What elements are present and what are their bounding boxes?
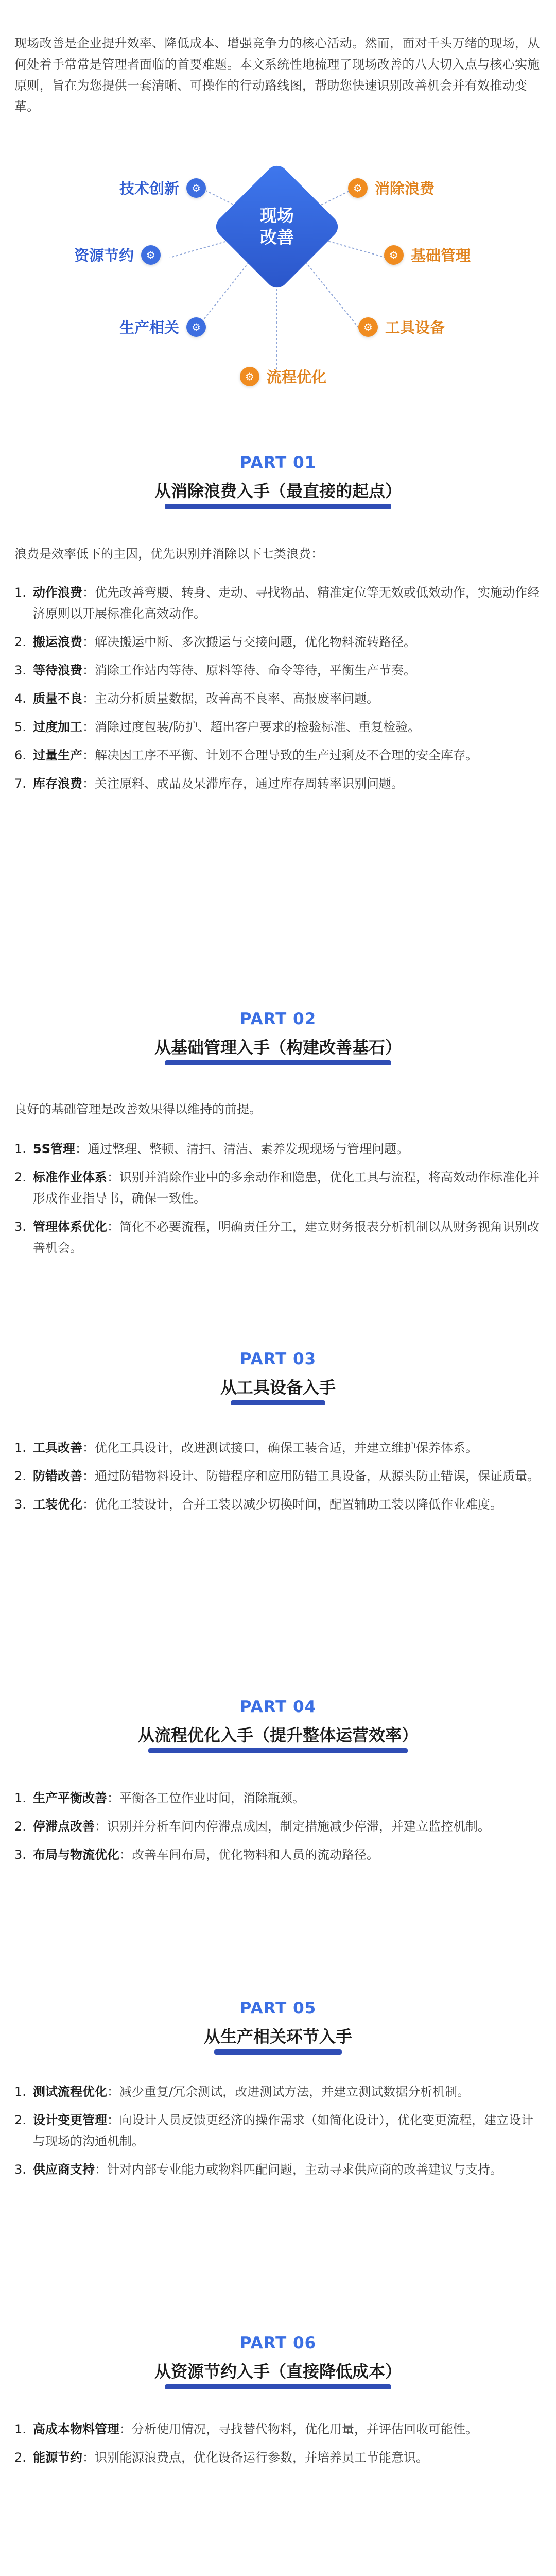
list-item: [14, 1788, 542, 1809]
item-number: 4.: [14, 691, 26, 706]
item-number: 3.: [14, 663, 26, 677]
item-text: ：减少重复/冗余测试，改进测试方法，并建立测试数据分析机制。: [107, 2084, 470, 2099]
node-label: 流程优化: [267, 368, 327, 386]
list-item: [14, 660, 542, 681]
part-04-list: [14, 1788, 542, 1873]
list-item: [14, 1216, 542, 1259]
node-tools-equipment: [358, 316, 445, 337]
item-key: 工装优化: [33, 1497, 82, 1512]
item-text: ：主动分析质量数据，改善高不良率、高报废率问题。: [82, 691, 379, 706]
list-item: [14, 582, 542, 624]
part-05-header: [0, 1999, 556, 2053]
part-03-list: [14, 1437, 542, 1522]
list-item: [14, 688, 542, 709]
node-label: 生产相关: [119, 319, 180, 336]
node-label: 消除浪费: [375, 180, 435, 197]
part-title: 从流程优化入手（提升整体运营效率）: [133, 1722, 423, 1751]
item-number: 3.: [14, 1848, 26, 1862]
part-02-list: [14, 1139, 542, 1266]
item-text: ：优化工装设计，合并工装以减少切换时间，配置辅助工装以降低作业难度。: [82, 1497, 502, 1512]
part-05-list: [14, 2081, 542, 2188]
item-key: 能源节约: [33, 2450, 82, 2465]
list-item: [14, 2110, 542, 2152]
item-number: 3.: [14, 2162, 26, 2177]
item-text: ：识别能源浪费点，优化设备运行参数，并培养员工节能意识。: [82, 2450, 428, 2465]
part-06-header: [0, 2334, 556, 2387]
gear-icon: ⚙: [141, 245, 161, 265]
part-title: 从生产相关环节入手: [199, 2024, 357, 2053]
node-process-optimization: [240, 366, 326, 387]
item-number: 3.: [14, 1219, 26, 1234]
part-title: 从资源节约入手（直接降低成本）: [149, 2359, 407, 2387]
list-item: [14, 1167, 542, 1209]
node-eliminate-waste: [348, 177, 435, 198]
part-02-header: [0, 1010, 556, 1063]
item-key: 库存浪费: [33, 776, 82, 791]
item-key: 高成本物料管理: [33, 2422, 119, 2436]
item-key: 过量生产: [33, 748, 82, 762]
list-item: [14, 632, 542, 653]
item-text: ：通过防错物料设计、防错程序和应用防错工具设备，从源头防止错误，保证质量。: [82, 1469, 540, 1483]
gear-icon: ⚙: [358, 317, 378, 337]
part-02-intro: 良好的基础管理是改善效果得以维持的前提。: [14, 1102, 262, 1116]
gear-icon: ⚙: [186, 317, 206, 337]
gear-icon: ⚙: [186, 178, 206, 198]
part-label: PART 03: [239, 1350, 317, 1368]
item-text: ：识别并消除作业中的多余动作和隐患，优化工具与流程，将高效动作标准化并形成作业指导书，确保一致性。: [33, 1170, 540, 1206]
item-text: ：改善车间布局，优化物料和人员的流动路径。: [119, 1848, 379, 1862]
node-label: 资源节约: [74, 247, 134, 264]
item-text: ：向设计人员反馈更经济的操作需求（如简化设计），优化变更流程，建立设计与现场的沟通机制。: [33, 2113, 533, 2148]
node-label: 工具设备: [385, 319, 445, 336]
hub-label: 现场 改善: [260, 206, 294, 247]
gear-icon: ⚙: [348, 178, 368, 198]
list-item: [14, 1466, 542, 1487]
part-label: PART 02: [239, 1010, 317, 1028]
item-text: ：优化工具设计，改进测试接口，确保工装合适，并建立维护保养体系。: [82, 1440, 478, 1455]
item-key: 布局与物流优化: [33, 1848, 119, 1862]
item-number: 1.: [14, 2422, 26, 2436]
part-03-header: [0, 1350, 556, 1403]
item-text: ：消除过度包装/防护、超出客户要求的检验标准、重复检验。: [82, 720, 421, 734]
list-item: [14, 1494, 542, 1515]
item-key: 工具改善: [33, 1440, 82, 1455]
item-number: 2.: [14, 2450, 26, 2465]
intro-paragraph: 现场改善是企业提升效率、降低成本、增强竞争力的核心活动。然而，面对千头万绪的现场，从何处着手常常是管理者面临的首要难题。本文系统性地梳理了现场改善的八大切入点与核心实施原则，旨在为您提供一套清晰、可操作的行动路线图，帮助您快速识别改善机会并有效推动变革。: [14, 36, 540, 114]
item-number: 7.: [14, 776, 26, 791]
item-text: ：识别并分析车间内停滞点成因，制定措施减少停滞，并建立监控机制。: [95, 1819, 490, 1834]
item-number: 1.: [14, 2084, 26, 2099]
improvement-diagram: [0, 149, 556, 438]
item-text: ：针对内部专业能力或物料匹配问题，主动寻求供应商的改善建议与支持。: [95, 2162, 502, 2177]
list-item: [14, 745, 542, 766]
list-item: [14, 2159, 542, 2180]
item-number: 2.: [14, 1469, 26, 1483]
item-number: 2.: [14, 1170, 26, 1184]
item-key: 设计变更管理: [33, 2113, 107, 2127]
item-number: 2.: [14, 1819, 26, 1834]
item-number: 3.: [14, 1497, 26, 1512]
part-title: 从工具设备入手: [215, 1375, 341, 1403]
list-item: [14, 1437, 542, 1459]
gear-icon: ⚙: [384, 245, 404, 265]
part-06-list: [14, 2419, 542, 2476]
node-tech-innovation: [119, 177, 206, 198]
item-key: 过度加工: [33, 720, 82, 734]
list-item: [14, 2447, 542, 2468]
item-number: 1.: [14, 1440, 26, 1455]
part-label: PART 05: [239, 1999, 317, 2018]
part-label: PART 01: [239, 453, 317, 472]
item-text: ：通过整理、整顿、清扫、清洁、素养发现现场与管理问题。: [75, 1142, 409, 1156]
item-number: 6.: [14, 748, 26, 762]
item-key: 测试流程优化: [33, 2084, 107, 2099]
node-resource-saving: [74, 244, 161, 265]
item-key: 动作浪费: [33, 585, 82, 600]
item-key: 生产平衡改善: [33, 1791, 107, 1805]
item-key: 防错改善: [33, 1469, 82, 1483]
list-item: [14, 2081, 542, 2103]
list-item: [14, 1844, 542, 1866]
part-01-list: [14, 582, 542, 802]
item-key: 5S管理: [33, 1142, 75, 1156]
item-key: 供应商支持: [33, 2162, 95, 2177]
item-key: 管理体系优化: [33, 1219, 107, 1234]
item-text: ：消除工作站内等待、原料等待、命令等待，平衡生产节奏。: [82, 663, 416, 677]
item-number: 1.: [14, 585, 26, 600]
part-title: 从消除浪费入手（最直接的起点）: [149, 478, 407, 507]
item-number: 5.: [14, 720, 26, 734]
list-item: [14, 1139, 542, 1160]
part-label: PART 06: [239, 2334, 317, 2352]
item-key: 等待浪费: [33, 663, 82, 677]
part-title: 从基础管理入手（构建改善基石）: [149, 1035, 407, 1063]
item-text: ：简化不必要流程，明确责任分工，建立财务报表分析机制以从财务视角识别改善机会。: [33, 1219, 540, 1255]
item-number: 2.: [14, 635, 26, 649]
node-production: [119, 316, 206, 337]
item-key: 标准作业体系: [33, 1170, 107, 1184]
part-01-header: [0, 453, 556, 507]
item-number: 1.: [14, 1142, 26, 1156]
part-04-header: [0, 1698, 556, 1751]
gear-icon: ⚙: [240, 367, 259, 386]
list-item: [14, 717, 542, 738]
item-text: ：优先改善弯腰、转身、走动、寻找物品、精准定位等无效或低效动作，实施动作经济原则以开展标准化高效动作。: [33, 585, 540, 621]
item-text: ：分析使用情况，寻找替代物料，优化用量，并评估回收可能性。: [119, 2422, 478, 2436]
item-number: 1.: [14, 1791, 26, 1805]
item-text: ：解决因工序不平衡、计划不合理导致的生产过剩及不合理的安全库存。: [82, 748, 478, 762]
item-key: 搬运浪费: [33, 635, 82, 649]
list-item: [14, 1816, 542, 1837]
item-key: 质量不良: [33, 691, 82, 706]
node-label: 技术创新: [119, 180, 180, 197]
item-text: ：平衡各工位作业时间，消除瓶颈。: [107, 1791, 305, 1805]
item-key: 停滞点改善: [33, 1819, 95, 1834]
item-text: ：解决搬运中断、多次搬运与交接问题，优化物料流转路径。: [82, 635, 416, 649]
list-item: [14, 2419, 542, 2440]
item-number: 2.: [14, 2113, 26, 2127]
part-label: PART 04: [239, 1698, 317, 1716]
part-01-intro: 浪费是效率低下的主因，优先识别并消除以下七类浪费：: [14, 547, 323, 561]
list-item: [14, 773, 542, 794]
node-label: 基础管理: [411, 247, 471, 264]
node-basic-management: [384, 244, 471, 265]
item-text: ：关注原料、成品及呆滞库存，通过库存周转率识别问题。: [82, 776, 404, 791]
